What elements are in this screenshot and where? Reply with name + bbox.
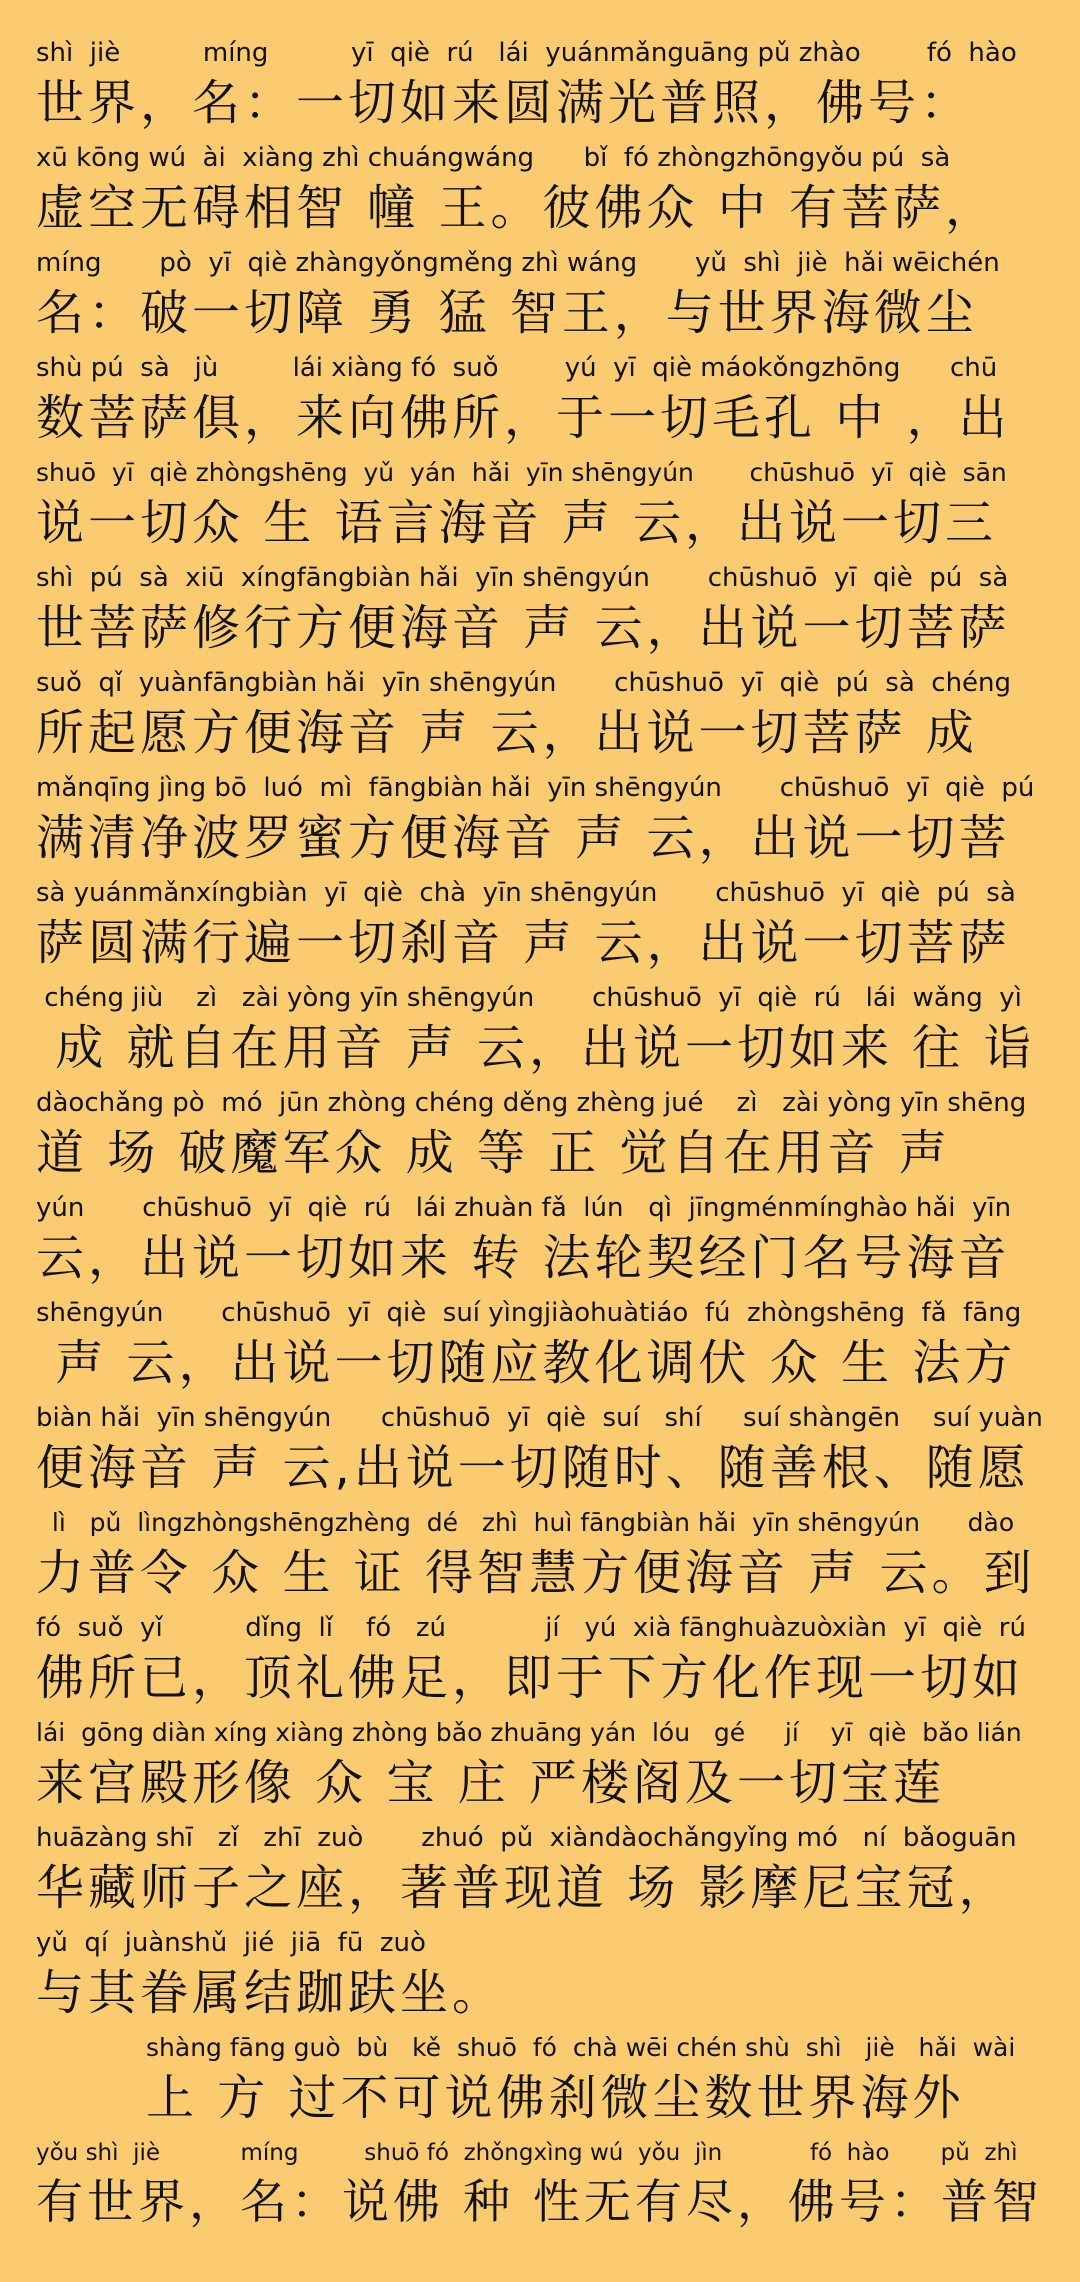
text-line xyxy=(36,1191,1044,1296)
chinese-text: 上 方 过不可说佛刹微尘数世界海外 xyxy=(146,2070,965,2126)
text-line xyxy=(36,2031,1044,2136)
pinyin-text: shì jiè míng yī qiè rú lái yuánmǎnguāng pǔ zhào fó hào xyxy=(36,38,1017,68)
pinyin-text: míng pò yī qiè zhàngyǒngměng zhì wáng yǔ shì jiè hǎi wēichén xyxy=(36,248,1000,278)
chinese-text: 名：破一切障 勇 猛 智王，与世界海微尘 xyxy=(36,285,978,341)
chinese-text: 所起愿方便海音 声 云，出说一切菩萨 成 xyxy=(36,705,978,761)
chinese-text: 数菩萨俱，来向佛所，于一切毛孔 中 ，出 xyxy=(36,390,1011,446)
text-line xyxy=(36,981,1044,1086)
pinyin-text: biàn hǎi yīn shēngyún chūshuō yī qiè suí shí suí shàngēn suí yuàn xyxy=(36,1403,1043,1433)
chinese-text: 世界，名：一切如来圆满光普照，佛号： xyxy=(36,75,973,131)
pinyin-text: dàochǎng pò mó jūn zhòng chéng děng zhèng jué zì zài yòng yīn shēng xyxy=(36,1088,1027,1118)
text-line xyxy=(36,141,1044,246)
chinese-text: 虚空无碍相智 幢 王。彼佛众 中 有菩萨， xyxy=(36,180,998,236)
text-line xyxy=(36,1086,1044,1191)
chinese-text: 说一切众 生 语言海音 声 云，出说一切三 xyxy=(36,495,998,551)
pinyin-text: huāzàng shī zǐ zhī zuò zhuó pǔ xiàndàochǎngyǐng mó ní bǎoguān xyxy=(36,1823,1017,1853)
chinese-text: 来宫殿形像 众 宝 庄 严楼阁及一切宝莲 xyxy=(36,1755,946,1811)
pinyin-text: yún chūshuō yī qiè rú lái zhuàn fǎ lún qì jīngménmínghào hǎi yīn xyxy=(36,1193,1012,1223)
text-line xyxy=(36,1296,1044,1401)
text-line xyxy=(36,456,1044,561)
chinese-text: 与其眷属结跏趺坐。 xyxy=(36,1965,505,2021)
pinyin-text: mǎnqīng jìng bō luó mì fāngbiàn hǎi yīn shēngyún chūshuō yī qiè pú xyxy=(36,773,1035,803)
text-line xyxy=(36,771,1044,876)
pinyin-text: yǔ qí juànshǔ jié jiā fū zuò xyxy=(36,1928,426,1958)
chinese-text: 满清净波罗蜜方便海音 声 云，出说一切菩 xyxy=(36,810,1011,866)
pinyin-text: lái gōng diàn xíng xiàng zhòng bǎo zhuāng yán lóu gé jí yī qiè bǎo lián xyxy=(36,1718,1022,1747)
pinyin-text: suǒ qǐ yuànfāngbiàn hǎi yīn shēngyún chūshuō yī qiè pú sà chéng xyxy=(36,668,1012,698)
pinyin-text: xū kōng wú ài xiàng zhì chuángwáng bǐ fó zhòngzhōngyǒu pú sà xyxy=(36,143,951,173)
chinese-text: 力普令 众 生 证 得智慧方便海音 声 云。到 xyxy=(36,1545,1036,1601)
chinese-text: 有世界，名：说佛 种 性无有尽，佛号：普智 xyxy=(36,2175,1043,2230)
chinese-text: 道 场 破魔军众 成 等 正 觉自在用音 声 xyxy=(36,1125,951,1181)
chinese-text: 萨圆满行遍一切刹音 声 云，出说一切菩萨 xyxy=(36,915,1011,971)
pinyin-text: shuō yī qiè zhòngshēng yǔ yán hǎi yīn shēngyún chūshuō yī qiè sān xyxy=(36,458,1007,487)
text-line xyxy=(36,1716,1044,1821)
pinyin-text: shù pú sà jù lái xiàng fó suǒ yú yī qiè máokǒngzhōng chū xyxy=(36,353,998,383)
text-line xyxy=(36,1401,1044,1506)
text-line xyxy=(36,561,1044,666)
pinyin-text: lì pǔ lìngzhòngshēngzhèng dé zhì huì fāngbiàn hǎi yīn shēngyún dào xyxy=(36,1508,1015,1537)
pinyin-text: shàng fāng guò bù kě shuō fó chà wēi chén shù shì jiè hǎi wài xyxy=(146,2033,1016,2062)
chinese-text: 便海音 声 云,出说一切随时、随善根、随愿 xyxy=(36,1440,1030,1496)
pinyin-text: sà yuánmǎnxíngbiàn yī qiè chà yīn shēngyún chūshuō yī qiè pú sà xyxy=(36,878,1016,908)
text-line xyxy=(36,351,1044,456)
chinese-text: 佛所已，顶礼佛足，即于下方化作现一切如 xyxy=(36,1650,1025,1706)
text-line xyxy=(36,1506,1044,1611)
text-line xyxy=(36,876,1044,981)
chinese-text: 华藏师子之座，著普现道 场 影摩尼宝冠， xyxy=(36,1860,1011,1916)
text-line xyxy=(36,1926,1044,2031)
text-line xyxy=(36,1821,1044,1926)
chinese-text: 声 云，出说一切随应教化调伏 众 生 法方 xyxy=(36,1335,1017,1391)
pinyin-text: fó suǒ yǐ dǐng lǐ fó zú jí yú xià fānghuàzuòxiàn yī qiè rú xyxy=(36,1613,1026,1643)
text-line xyxy=(36,2136,1044,2241)
pinyin-text: yǒu shì jiè míng shuō fó zhǒngxìng wú yǒu jìn fó hào pǔ zhì xyxy=(36,2140,1018,2166)
chinese-text: 世菩萨修行方便海音 声 云，出说一切菩萨 xyxy=(36,600,1011,656)
chinese-text: 云，出说一切如来 转 法轮契经门名号海音 xyxy=(36,1230,1011,1286)
chinese-text: 成 就自在用音 声 云，出说一切如来 往 诣 xyxy=(36,1020,1036,1076)
pinyin-text: shēngyún chūshuō yī qiè suí yìngjiàohuàtiáo fú zhòngshēng fǎ fāng xyxy=(36,1298,1022,1328)
text-line xyxy=(36,1611,1044,1716)
text-line xyxy=(36,666,1044,771)
text-line xyxy=(36,36,1044,141)
pinyin-text: chéng jiù zì zài yòng yīn shēngyún chūshuō yī qiè rú lái wǎng yì xyxy=(36,983,1022,1013)
text-line xyxy=(36,246,1044,351)
pinyin-text: shì pú sà xiū xíngfāngbiàn hǎi yīn shēngyún chūshuō yī qiè pú sà xyxy=(36,563,1009,593)
